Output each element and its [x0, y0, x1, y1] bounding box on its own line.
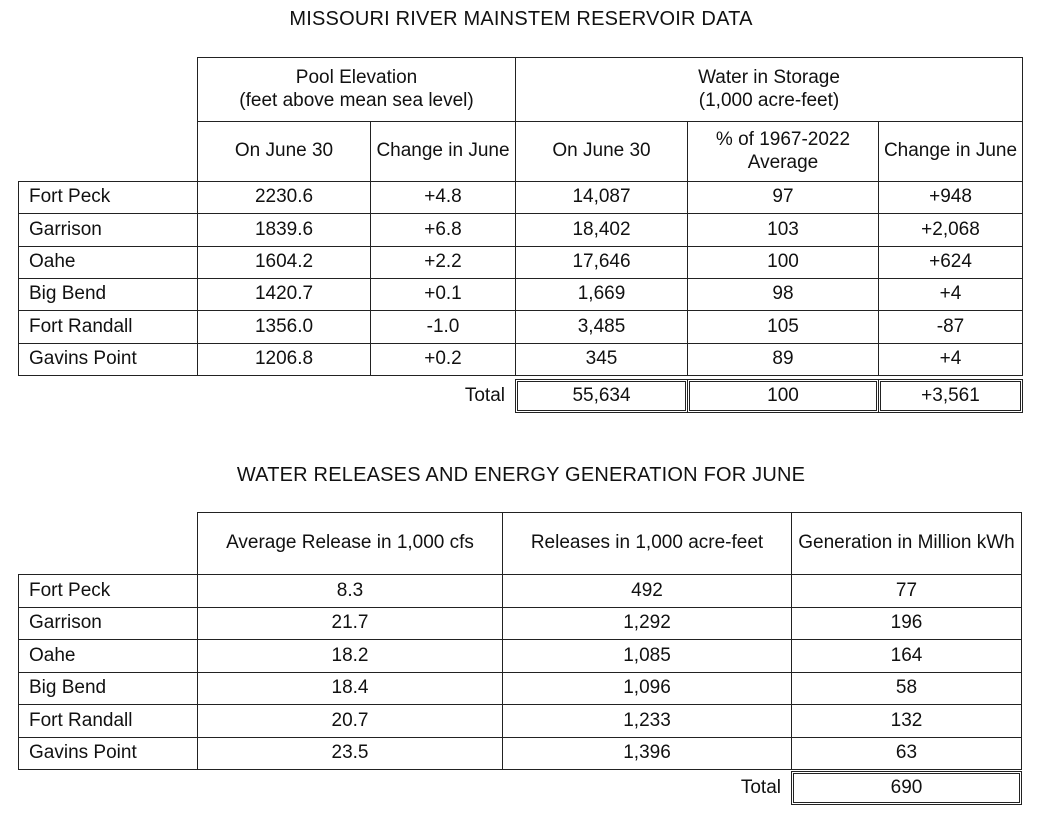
table1-cell: +4.8	[370, 181, 516, 214]
table1-cell: 17,646	[515, 246, 688, 279]
table1-column-header: On June 30	[515, 121, 688, 182]
table1-total-label: Total	[464, 384, 505, 406]
table1-cell: 98	[687, 278, 879, 311]
table2-row-label: Big Bend	[18, 672, 198, 705]
table1-cell: +2.2	[370, 246, 516, 279]
table1-column-header: Change in June	[878, 121, 1023, 182]
table1-cell: 3,485	[515, 310, 688, 344]
table1-row-label: Fort Peck	[18, 181, 198, 214]
table1-cell: -87	[878, 310, 1023, 344]
table1-row-label: Fort Randall	[18, 310, 198, 344]
table2-cell: 8.3	[197, 574, 503, 608]
table1-cell: 1356.0	[197, 310, 371, 344]
table2-column-header: Average Release in 1,000 cfs	[197, 512, 503, 575]
table1-cell: +0.2	[370, 343, 516, 376]
pool-elevation-header: Pool Elevation (feet above mean sea level)	[197, 57, 516, 122]
table1-row-label: Gavins Point	[18, 343, 198, 376]
table1-cell: 14,087	[515, 181, 688, 214]
table1-row-label: Garrison	[18, 213, 198, 247]
table1-cell: -1.0	[370, 310, 516, 344]
table1-total-cell: +3,561	[878, 379, 1023, 413]
table2-row-label: Fort Peck	[18, 574, 198, 608]
table2-cell: 77	[791, 574, 1022, 608]
table2-cell: 1,085	[502, 639, 792, 673]
table1-cell: +4	[878, 343, 1023, 376]
table2-row-label: Gavins Point	[18, 737, 198, 770]
table1-cell: 1206.8	[197, 343, 371, 376]
table2-total-cell: 690	[791, 771, 1022, 805]
table1-cell: 1839.6	[197, 213, 371, 247]
table2-cell: 132	[791, 704, 1022, 738]
table1-cell: +0.1	[370, 278, 516, 311]
table1-cell: +6.8	[370, 213, 516, 247]
table2-cell: 492	[502, 574, 792, 608]
table1-cell: 1,669	[515, 278, 688, 311]
table2-cell: 1,096	[502, 672, 792, 705]
table2-cell: 63	[791, 737, 1022, 770]
table1-title: MISSOURI RIVER MAINSTEM RESERVOIR DATA	[289, 8, 753, 30]
table2-row-label: Garrison	[18, 607, 198, 640]
table2-cell: 23.5	[197, 737, 503, 770]
table1-cell: 345	[515, 343, 688, 376]
table1-cell: +4	[878, 278, 1023, 311]
table1-total-cell: 55,634	[515, 379, 688, 413]
table2-cell: 1,233	[502, 704, 792, 738]
table2-row-label: Fort Randall	[18, 704, 198, 738]
table2-column-header: Generation in Million kWh	[791, 512, 1022, 575]
table2-total-label: Total	[740, 776, 781, 798]
table1-column-header: Change in June	[370, 121, 516, 182]
table2-cell: 21.7	[197, 607, 503, 640]
table1-cell: 97	[687, 181, 879, 214]
table2-cell: 1,396	[502, 737, 792, 770]
table1-cell: 2230.6	[197, 181, 371, 214]
table1-cell: +624	[878, 246, 1023, 279]
table2-cell: 1,292	[502, 607, 792, 640]
table1-column-header: % of 1967-2022 Average	[687, 121, 879, 182]
table1-cell: 103	[687, 213, 879, 247]
table1-cell: +948	[878, 181, 1023, 214]
water-storage-header: Water in Storage (1,000 acre-feet)	[515, 57, 1023, 122]
table2-cell: 196	[791, 607, 1022, 640]
table1-cell: 89	[687, 343, 879, 376]
table2-cell: 18.2	[197, 639, 503, 673]
table2-cell: 58	[791, 672, 1022, 705]
table1-row-label: Big Bend	[18, 278, 198, 311]
table1-cell: 18,402	[515, 213, 688, 247]
table1-row-label: Oahe	[18, 246, 198, 279]
table1-total-cell: 100	[687, 379, 879, 413]
table2-row-label: Oahe	[18, 639, 198, 673]
table2-cell: 18.4	[197, 672, 503, 705]
table1-cell: 105	[687, 310, 879, 344]
table2-cell: 20.7	[197, 704, 503, 738]
table1-cell: 100	[687, 246, 879, 279]
table2-column-header: Releases in 1,000 acre-feet	[502, 512, 792, 575]
table2-cell: 164	[791, 639, 1022, 673]
table1-cell: 1604.2	[197, 246, 371, 279]
table2-title: WATER RELEASES AND ENERGY GENERATION FOR JUNE	[236, 464, 806, 486]
table1-cell: 1420.7	[197, 278, 371, 311]
table1-column-header: On June 30	[197, 121, 371, 182]
table1-cell: +2,068	[878, 213, 1023, 247]
